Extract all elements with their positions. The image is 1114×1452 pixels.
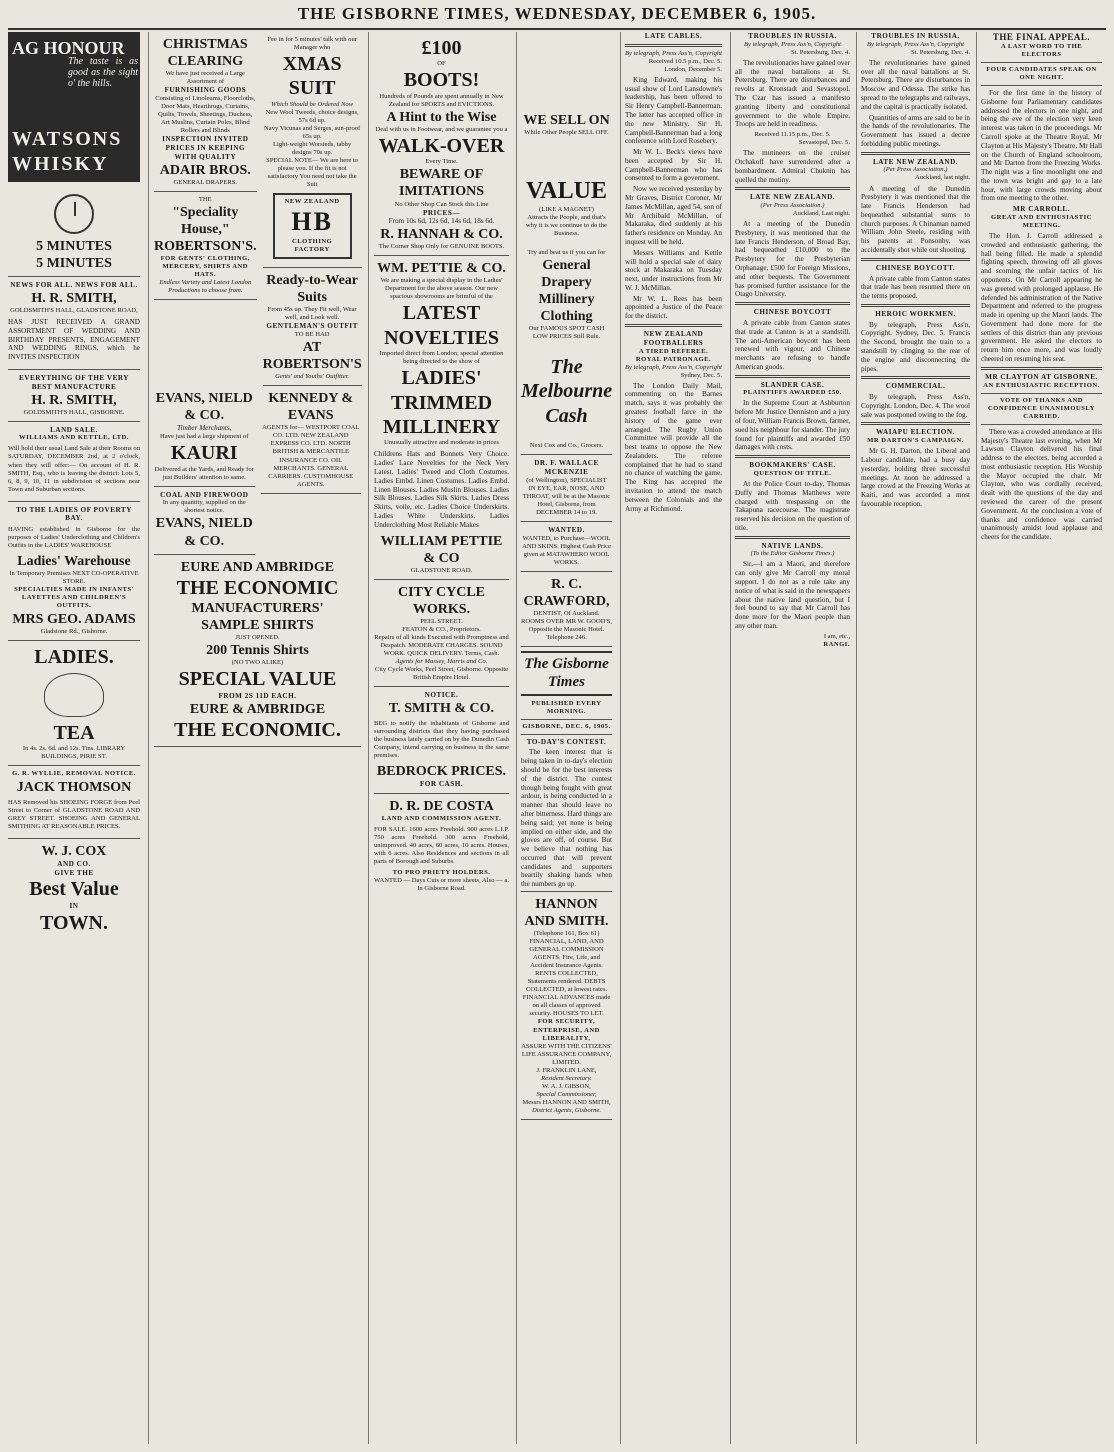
- hb-top: NEW ZEALAND: [284, 198, 340, 206]
- masthead: THE GISBORNE TIMES, WEDNESDAY, DECEMBER 6, 1905.: [297, 4, 817, 23]
- gibson-sub: Special Commissioner,: [536, 1090, 597, 1098]
- security-heading: FOR SECURITY, ENTERPRISE, AND LIBERALITY,: [533, 1018, 600, 1042]
- adair-sub: GENERAL DRAPERS.: [173, 178, 238, 186]
- hannon2-sub: District Agents, Gisborne.: [531, 1106, 602, 1114]
- economic-heading: THE ECONOMIC: [176, 576, 339, 599]
- the-label: The: [550, 355, 583, 378]
- hannon-sub: (Telephone 161, Box 61): [533, 930, 600, 938]
- late-nz-heading: LATE NEW ZEALAND.: [749, 193, 836, 202]
- column-4: [516, 32, 616, 1444]
- thomson-ad: [8, 766, 140, 838]
- at-robertson: AT ROBERTSON'S: [262, 340, 362, 373]
- kennedy-ad: [261, 386, 362, 493]
- tea-text: In 4s. 2s. 6d. and 12s. Tins. LIBRARY BUILDINGS, PIRIE ST.: [22, 745, 126, 761]
- column-3: [368, 32, 514, 1444]
- economic-heading-2: THE ECONOMIC.: [174, 718, 341, 741]
- sample-shirts: SAMPLE SHIRTS: [201, 618, 314, 634]
- russia-text-1: The revolutionaries have gained over all the naval battalions at St. Petersburg. There are disturbances in Moscow and Odessa. The strike has spread to the telegraphs and railways, and the capital is practically isolated.: [861, 58, 970, 111]
- childrens-list: Childrens Hats and Bonnets Very Choice. Ladies' Lace Novelties for the Neck Very Latest. Ladies' Tweed and Cloth Costumes. Ladies Embd. Linen Costumes. Ladies Embd. Linen Blouses. Ladies Muslin Blouses. Ladies Silk Blouses. Ladies Silk Skirts. Ladies Dress Skirts, voile, etc. Ladies Choice Underskirts. Ladies White Underskirts. Ladies Underclothing Most Reliable Makes: [374, 450, 509, 529]
- decosta-text: FOR SALE. 1600 acres Freehold. 900 acres L.I.P. 750 acres Freehold. 300 acres Freehold, unimproved. 40 acres, 60 acres, 10 acres. Houses, with 6 acres. Also Residences and sections in all parts of Borough and Suburbs.: [374, 826, 509, 866]
- boots-text: Hundreds of Pounds are spent annually in New Zealand for SPORTS and EVICTIONS.: [379, 92, 504, 108]
- readytowear-sub: From 45s up. They Fit well, Wear well, and Look well.: [267, 306, 357, 322]
- ladies-title: TO THE LADIES OF POVERTY BAY.: [16, 505, 132, 523]
- late-nz-heading-2: LATE NEW ZEALAND.: [872, 157, 959, 166]
- sevastopol-text: The mutineers on the cruiser Otchakoff have surrendered after a bombardment. Admiral Chuknin has quelled the mutiny.: [735, 149, 850, 184]
- smith-co-text: BEG to notify the inhabitants of Gisborne and surrounding districts that they having purchased the business lately carried on by the Dunedin Cash Company, intend carrying on business in the same premises.: [374, 719, 509, 760]
- column-7: [856, 32, 974, 1444]
- waiapu-heading: WAIAPU ELECTION.: [876, 428, 955, 437]
- minutes-title: 5 MINUTES: [36, 239, 112, 254]
- cox-give: GIVE THE: [54, 868, 94, 877]
- value-ad: [521, 32, 612, 455]
- cycle-name: CITY CYCLE WORKS.: [398, 584, 485, 617]
- minutes-sub: 5 MINUTES: [36, 256, 112, 272]
- tired-referee: A TIRED REFEREE.: [638, 347, 709, 355]
- hint-sub: Deal with us in Footwear, and we guarantee you a: [375, 125, 508, 133]
- special-note: SPECIAL NOTE— We are here to please you. If the fit is not satisfactory You need not take the Suit: [266, 157, 359, 189]
- troubles-received: Received 11.15 p.m., Dec. 5.: [754, 131, 831, 139]
- tweeds: New Wool Tweeds, choice designs, 57s 6d up.: [265, 108, 359, 124]
- worsteds: Light-weight Worsteds, tabby designs 70s up.: [273, 141, 352, 157]
- hb-label: HB: [291, 207, 333, 237]
- adams-sub: Gladstone Rd., Gisborne.: [40, 627, 108, 635]
- famous-prices: Our FAMOUS SPOT CASH LOW PRICES Still Rule.: [528, 324, 605, 340]
- smith-text: HAS JUST RECEIVED A GRAND ASSORTMENT OF WEDDING AND BIRTHDAY PRESENTS, ENGAGEMENT AND WEDDING RINGS, which he INVITES INSPECTION: [8, 318, 140, 362]
- prices-text: From 10s 6d, 12s 6d, 14s 6d, 18s 6d.: [388, 217, 495, 226]
- to-be-had: TO BE HAD: [294, 331, 330, 338]
- hannon2-name: Messrs HANNON AND SMITH,: [522, 1098, 611, 1106]
- robertson-sub: FOR GENTS' CLOTHING, MERCERY, SHIRTS AND HATS.: [160, 254, 250, 278]
- news-heading: NEWS FOR ALL. NEWS FOR ALL.: [10, 281, 138, 290]
- land-title: LAND SALE.: [50, 425, 98, 434]
- land-sale-ad: [8, 422, 140, 502]
- four-candidates: FOUR CANDIDATES SPEAK ON ONE NIGHT.: [986, 66, 1097, 82]
- serges: Navy Vicunas and Serges, sun-proof 65s up.: [264, 124, 361, 140]
- slander-heading: SLANDER CASE.: [760, 380, 825, 389]
- robertson-ad: [154, 192, 257, 300]
- latest-novelties: LATEST NOVELTIES: [384, 302, 499, 349]
- proprietor-notice: TO PRO PRIETY HOLDERS.: [392, 869, 491, 877]
- heroic-text: By telegraph, Press Ass'n, Copyright. Sydney, Dec. 5. Francis the Second, brought the train to a standstill by clinging to the rear of the engine and disconnecting the pipes.: [861, 320, 970, 373]
- pettie-ad: [374, 256, 509, 579]
- cable-london: London, December 5.: [664, 65, 722, 73]
- ladies-text: HAVING established in Gisborne for the purposes of Ladies' Underclothing and Children's Outfits in the LADIES' WAREHOUSE: [8, 526, 140, 550]
- thomson-text: HAS Removed his SHOEING FORGE from Peel Street to Corner of GLADSTONE ROAD AND GREY STREET. SHOEING AND GENERAL SMITHING AT REASONABLE PRICES.: [8, 798, 140, 830]
- kauri-intro: Have just had a large shipment of: [159, 433, 249, 441]
- late-nz-pa-2: (Per Press Association.): [883, 166, 948, 174]
- notice-heading: NOTICE.: [424, 691, 459, 700]
- value-heading: VALUE: [526, 178, 607, 205]
- ladies-heading: LADIES.: [34, 645, 114, 668]
- late-nz-text: At a meeting of the Dunedin Presbytery, it was mentioned that the late Francis Henderson, of Broad Bay, had bequeathed £10,000 to the Presbytery for the Presbyterian Orphanage, £500 for Foreign Missions, and other bequests. The Government has promised further assistance for the Otago University.: [735, 220, 850, 299]
- ladies-warehouse-ad: [8, 502, 140, 641]
- millinery: Millinery: [538, 291, 595, 307]
- hb-logo: [273, 193, 352, 259]
- readytowear-heading: Ready-to-Wear Suits: [266, 273, 359, 306]
- cox-town: TOWN.: [40, 911, 108, 934]
- the-label: THE: [198, 195, 212, 203]
- coal-firewood-ad: [154, 487, 255, 555]
- carroll-heading: MR CARROLL.: [1012, 205, 1070, 214]
- evans-nield-name: EVANS, NIELD & CO.: [155, 391, 253, 424]
- cash: Cash: [545, 404, 588, 427]
- mckenzie-sub: (of Wellington), SPECIALIST: [526, 476, 607, 484]
- hannah-sub: The Corner Shop Only for GENUINE BOOTS.: [378, 243, 505, 251]
- no-two-alike: (NO TWO ALIKE): [231, 659, 284, 667]
- christmas-ad: [154, 32, 257, 192]
- of-label: OF: [437, 60, 446, 68]
- late-nz-date-2: Auckland, last night.: [915, 174, 970, 182]
- manufacturers: MANUFACTURERS': [191, 601, 324, 617]
- special-value: SPECIAL VALUE: [178, 668, 337, 691]
- vote-of-thanks: VOTE OF THANKS AND CONFIDENCE UNANIMOUSLY CARRIED.: [988, 396, 1095, 420]
- commercial-text: By telegraph, Press Ass'n, Copyright. London, Dec. 4. The wool sale was postponed owing to the fog.: [861, 393, 970, 419]
- troubles-text: The revolutionaries have gained over all the naval battalions at St. Petersburg. There are disturbances and revolts at Kronstadt and Sevastopol. The Czar has issued a manifesto granting liberty and constitutional government to the whole Empire. Troops are held in readiness.: [735, 58, 850, 129]
- citizens-text: ASSURE WITH THE CITIZENS' LIFE ASSURANCE COMPANY, LIMITED.: [521, 1042, 612, 1066]
- cox-name: W. J. COX: [41, 843, 107, 859]
- native-heading: NATIVE LANDS.: [761, 541, 824, 550]
- kennedy-name: KENNEDY & EVANS: [268, 391, 354, 424]
- column-6: [730, 32, 854, 1444]
- commercial-heading: COMMERCIAL.: [885, 382, 946, 391]
- whisky-brand: WATSONS WHISKY: [12, 128, 123, 175]
- cable-byline: By telegraph, Press Ass'n, Copyright: [625, 49, 723, 57]
- xmas-sub: Which Should be Ordered Now: [271, 100, 354, 108]
- from-price: FROM 2S 11D EACH.: [218, 691, 297, 700]
- contest-text: The keen interest that is being taken in to-day's election should be for the best interests of the district. The contest though being fought with great ardour, is being conducted in a manner that should leave no after bitterness. Hard things are being said; yet none is being implied on either side, and the gloves are off, of course. But we believe that nothing has occurred that will prevent candidates and supporters heartily shaking hands when the numbers go up.: [521, 748, 612, 889]
- late-nz-date: Auckland, Last night.: [792, 210, 850, 218]
- royal-patronage: ROYAL PATRONAGE.: [635, 355, 712, 363]
- smith-co-name: T. SMITH & CO.: [388, 700, 495, 716]
- hannon-text: FINANCIAL, LAND, AND GENERAL COMMISSION AGENTS. Fire, Life, and Accident Insurance Agents. RENTS COLLECTED, Statements rendered. DEBTS COLLECTED, at lowest rates. FINANCIAL ADVANCES made on all classes of approved security. HOUSES TO LET.: [522, 938, 611, 1018]
- wanted-heading: WANTED.: [548, 525, 585, 534]
- ladies-trimmed: LADIES' TRIMMED MILLINERY: [382, 367, 501, 439]
- mckenzie-name: DR. F. WALLACE MCKENZIE: [534, 459, 599, 476]
- kauri-heading: KAURI: [170, 442, 238, 465]
- native-sub: (To the Editor Gisborne Times.): [750, 550, 835, 558]
- kauri-text: Delivered at the Yards, and Ready for just Builders' attention to same.: [154, 465, 254, 481]
- pettie-text: We are making a special display in the Ladies' Department for the above season. Our new spacious showrooms are brimful of the: [380, 277, 503, 301]
- russia-heading: TROUBLES IN RUSSIA.: [871, 32, 960, 40]
- boots-ad: [374, 32, 509, 256]
- value-text: Attracts the People, and that's why it is we continue to do the Business.: [525, 214, 608, 238]
- beware-sub: No Other Shop Can Stock this Line: [394, 200, 489, 208]
- hb-bottom: CLOTHING FACTORY: [292, 237, 333, 253]
- clayton-heading: MR CLAYTON AT GISBORNE.: [985, 372, 1098, 381]
- tennis-shirts: 200 Tennis Shirts: [206, 643, 309, 659]
- smith2-text: EVERYTHING OF THE VERY BEST MANUFACTURE: [18, 373, 129, 391]
- cox-in: IN: [69, 901, 79, 910]
- removal-notice: G. R. WYLLIE, REMOVAL NOTICE.: [12, 770, 136, 778]
- land-text: Will hold their usual Land Sale at their Rooms on SATURDAY, DECEMBER 2nd, at 2 o'clock, when they will offer:— On account of H. R. SMITH, Esq., who is leaving the district: Lots 5, 6, 8, 9, 10, 11 in subdivision of sections near Town and Suburban sections.: [8, 445, 140, 493]
- crawford-sub: DENTIST, Of Auckland.: [533, 609, 600, 617]
- gents-outfitter: Gents' and Youths' Outfitter.: [275, 373, 350, 381]
- smith2-ad: [8, 370, 140, 422]
- cox-best: Best Value: [29, 878, 119, 901]
- crawford-text: ROOMS OVER MR W. GOOD'S, Opposite the Masonic Hotel. Telephone 246.: [521, 617, 612, 641]
- hannon-ad: [521, 891, 612, 1120]
- ladies-ad: [8, 641, 140, 767]
- native-signature: RANGI.: [823, 640, 850, 648]
- minutes-ad: [8, 186, 140, 277]
- final-appeal-heading: THE FINAL APPEAL.: [992, 32, 1091, 42]
- footballers-heading: NEW ZEALAND FOOTBALLERS: [643, 329, 704, 347]
- smith-name: H. R. SMITH,: [31, 290, 117, 306]
- bookmakers-text: At the Police Court to-day, Thomas Duffy and Thomas Matthews were charged with trespassing on the Takapuna racecourse. The magistrate reserved his decision on the question of title.: [735, 479, 850, 532]
- troubles-date: St. Petersburg, Dec. 4.: [790, 48, 850, 56]
- warehouse-name: Ladies' Warehouse: [17, 554, 131, 570]
- beware-heading: BEWARE OF IMITATIONS: [398, 167, 485, 200]
- mckenzie-text: IN EYE, EAR, NOSE, AND THROAT, will be at the Masonic Hotel, Gisborne, from DECEMBER 14 to 19.: [522, 484, 611, 516]
- millinery-sub: Unusually attractive and moderate in prices: [384, 439, 499, 447]
- coal-heading: COAL AND FIREWOOD: [160, 490, 249, 499]
- just-opened: JUST OPENED.: [235, 634, 280, 642]
- pettie2-sub: GLADSTONE ROAD.: [410, 566, 473, 574]
- for-cash: FOR CASH.: [419, 780, 464, 789]
- whisky-slogan: The taste is as good as the sight o' the hills.: [68, 56, 138, 89]
- decosta-name: D. R. DE COSTA: [389, 798, 494, 814]
- late-cables-heading: LATE CABLES.: [644, 32, 703, 40]
- hannon-name: HANNON AND SMITH.: [524, 896, 609, 930]
- column-2: [148, 32, 366, 1444]
- last-word: A LAST WORD TO THE ELECTORS: [1000, 42, 1083, 58]
- native-text: Sir,—I am a Maori, and therefore can only give Mr Carroll my moral support. I do not as a rule take any notice of what is said in the newspapers about the native land question, but I feel bound to say that Mr Carroll has done more for the Maori people than any other man.: [735, 560, 850, 630]
- crest-icon: [44, 673, 104, 717]
- economic-ad: [154, 555, 361, 747]
- column-8: [976, 32, 1106, 1444]
- slander-sub: PLAINTIFFS AWARDED £50.: [743, 389, 842, 397]
- clayton-sub: AN ENTHUSIASTIC RECEPTION.: [983, 381, 1100, 389]
- cable-text-2: Mr W. L. Beck's views have been accepted by Sir H. Campbell-Bannerman who has consented to form a government.: [625, 148, 722, 183]
- thomson-name: JACK THOMSON: [16, 779, 132, 795]
- melbourne: Melbourne: [521, 380, 613, 403]
- land-sub: WILLIAMS AND KETTLE, LTD.: [19, 434, 129, 442]
- readytowear-ad: [263, 268, 362, 386]
- troubles-byline: By telegraph, Press Ass'n, Copyright: [743, 40, 841, 48]
- crawford-ad: [521, 572, 612, 647]
- xmas-intro: Fee in for 5 minutes' talk with our Manager who: [267, 36, 357, 52]
- hannah-name: R. HANNAH & CO.: [380, 227, 503, 243]
- late-nz-text-2: A meeting of the Dunedin Presbytery it was mentioned that the late Francis Henderson had bequeathed substantial sums to church purposes. A Chinaman named William John Steele, residing with his parents at Ponsonby, was accidentally shot while out shooting.: [861, 184, 970, 254]
- clothing: Clothing: [540, 308, 593, 324]
- boycott-heading: CHINESE BOYCOTT: [753, 308, 832, 317]
- sell-on: WE SELL ON: [523, 113, 610, 128]
- pettie2-name: WILLIAM PETTIE & CO: [380, 533, 503, 566]
- clearing-heading: CLEARING: [167, 54, 244, 70]
- evans-nield-name-2: EVANS, NIELD & CO.: [155, 516, 253, 549]
- robertson-text: Endless Variety and Latest London Productions to choose from.: [159, 278, 252, 294]
- hint-heading: A Hint to the Wise: [386, 109, 497, 125]
- cable-text-5: Mr W. L. Rees has been appointed a Justice of the Peace for the district.: [625, 294, 722, 321]
- christmas-heading: CHRISTMAS: [162, 37, 248, 52]
- latest-sub: Imported direct from London, special attention being directed to the show of: [379, 350, 504, 366]
- value-sub: (LIKE A MAGNET): [539, 206, 594, 214]
- whisky-top: AG HONOUR: [12, 38, 125, 58]
- bookmakers-sub: QUESTION OF TITLE.: [753, 469, 832, 477]
- evans-nield-ad: [154, 386, 255, 486]
- cable-received: Received 10.5 p.m., Dec. 5.: [648, 57, 722, 65]
- newspaper-title: The Gisborne Times: [521, 651, 612, 696]
- russia-date: St. Petersburg, Dec. 4.: [910, 48, 970, 56]
- wanted-text: WANTED, to Purchase—WOOL AND SKINS. Highest Cash Price given at MATAWHERO WOOL WORKS.: [522, 534, 611, 566]
- carroll-text: The Hon. J. Carroll addressed a crowded and enthusiastic gathering, the hall being filled. He made a splendid fighting speech, throwing off all gloves and scorning the unfair tactics of his opponents. On Mr Carroll appearing he was greeted with prolonged applause. He defended his administration of the Native Department and referred to the progress made in opening up the Maori lands. The Government had done more for the settlers of this district than any previous government. He asked the electors to return him once more, and was loudly cheered on resuming his seat.: [981, 232, 1102, 364]
- cycle-ad: [374, 580, 509, 687]
- inspection-invited: INSPECTION INVITED: [162, 135, 249, 144]
- russia-text-2: Quantities of arms are said to be in the hands of the revolutionaries. The Government has issued a decree forbidding public meetings.: [861, 113, 970, 148]
- cable-text-4: Messrs Williams and Kettle will hold a special sale of dairy stock at Makaraka on Tuesday next, under instructions from Mr W. J. McMillan.: [625, 248, 722, 292]
- timber-merchants: Timber Merchants,: [177, 424, 232, 433]
- prices-title: PRICES—: [422, 208, 461, 217]
- cycle-names: FEATON & CO., Proprietors.: [402, 625, 481, 633]
- clayton-text: There was a crowded attendance at His Majesty's Theatre last evening, when Mr Lawson Clayton delivered his final address to the electors, being accorded a most enthusiastic reception. His Worship the Mayor occupied the chair. Mr Clayton, who was cordially received, dealt with the questions of the day and reviewed the career of the present Government. At the conclusion a vote of thanks and confidence was carried unanimously amidst loud applause and cheers for the candidate.: [981, 427, 1102, 542]
- contest-heading: TO-DAY'S CONTEST.: [526, 737, 607, 746]
- cycle-agents: Agents for Massey, Harris and Co.: [395, 658, 488, 666]
- furnishing-intro: We have just received a Large Assortment of: [165, 70, 245, 86]
- final-text: For the first time in the history of Gisborne four Parliamentary candidates addressed the electors in one night, and being the eve of the election very keen interest was taken in the proceedings. Mr Carroll spoke at the Theatre Royal, Mr Clayton at His Majesty's Theatre, Mr Hall on the Church of England schoolroom, and Mr Darton from the Freezing Works. The night was a fine moonlight one and the town was bright and gay to a late hour, with large crowds moving about from one meeting to the other.: [981, 89, 1102, 203]
- boycott-text-2: A private cable from Canton states that trade has been resumed there on the terms proposed.: [861, 274, 970, 301]
- furnishing-list: Consisting of Linoleums, Floorcloths, Door Mats, Hearthrugs, Curtains, Quilts, Towels, Sheetings, Duchess, Art Muslins, Curtain Poles, Blind Rollers and Blinds: [155, 95, 256, 135]
- eure-name: EURE AND AMBRIDGE: [180, 559, 335, 575]
- xmas-suit-ad: [263, 32, 362, 268]
- whisky-advertisement: [8, 32, 140, 182]
- decosta-sub: LAND AND COMMISSION AGENT.: [381, 815, 502, 823]
- masthead-rule: [8, 28, 1106, 30]
- cable-text-3: Now we received yesterday by Mr Graves, District Coroner, Mr James McMillan, aged 54, son of Mr Archibald McMillan, of Makaraka, died suddenly at his father's residence on Monday. An inquest will be held.: [625, 185, 722, 246]
- published: PUBLISHED EVERY MORNING.: [531, 699, 602, 715]
- furnishing-heading: FURNISHING GOODS: [164, 86, 247, 95]
- boots-heading: BOOTS!: [403, 69, 480, 92]
- warehouse-sub: In Temporary Premises NEXT CO-OPERATIVE STORE.: [9, 570, 139, 586]
- mckenzie-ad: [521, 455, 612, 522]
- cox-sub: AND CO.: [57, 859, 91, 868]
- pettie-name: WM. PETTIE & CO.: [377, 261, 506, 277]
- clock-icon: [54, 194, 94, 234]
- bedrock-prices: BEDROCK PRICES.: [376, 764, 507, 780]
- coal-sub: In any quantity, supplied on the shortest notice.: [162, 499, 246, 515]
- smith-address: GOLDSMITH'S HALL, GLADSTONE ROAD,: [10, 307, 138, 315]
- footballers-date: Sydney, Dec. 5.: [680, 371, 722, 379]
- prices-quality: PRICES IN KEEPING WITH QUALITY: [165, 143, 246, 161]
- cox-ad: [8, 839, 140, 939]
- cycle-sub: PEEL STREET.: [420, 617, 463, 625]
- sevastopol-date: Sevastopol, Dec. 5.: [798, 139, 850, 147]
- notice-ad: [374, 687, 509, 794]
- carroll-sub: GREAT AND ENTHUSIASTIC MEETING.: [991, 214, 1092, 230]
- lane-name: J. FRANKLIN LANE,: [536, 1066, 597, 1074]
- waiapu-sub: MR DARTON'S CAMPAIGN.: [867, 437, 964, 445]
- gibson-name: W. A. J. GIBSON,: [542, 1082, 591, 1090]
- kennedy-text: AGENTS for— WESTPORT COAL CO. LTD. NEW ZEALAND EXPRESS CO. LTD. NORTH BRITISH & MERCANTILE INSURANCE CO. OIL MERCHANTS. GENERAL CARRIERS. CUSTOMHOUSE AGENTS.: [262, 424, 360, 488]
- sell-sub: While Other People SELL OFF.: [524, 129, 609, 137]
- smith-ad: [8, 277, 140, 370]
- footballers-byline: By telegraph, Press Ass'n, Copyright: [625, 363, 723, 371]
- try-text: Try and beat us if you can for: [527, 248, 606, 256]
- cable-text-1: King Edward, making his usual show of Lord Lansdowne's leadership, has been offered to Sir Henry Campbell-Bannerman. The latter has accepted office in the new Ministry. Sir H. Campbell-Bannerman had a long conference with Lord Rosebery.: [625, 75, 722, 146]
- boycott-text: A private cable from Canton states that trade at Canton is at a standstill. The anti-American boycott has been renewed with vigour, and Chinese merchants are refusing to handle American goods.: [735, 318, 850, 371]
- column-5: [620, 32, 726, 1444]
- lane-sub: Resident Secretary.: [541, 1074, 592, 1082]
- native-signed: I am, etc.,: [823, 632, 850, 640]
- date-line: GISBORNE, DEC. 6, 1905.: [522, 722, 611, 730]
- cycle-text: Repairs of all kinds Executed with Promptness and Despatch. MODERATE CHARGES. SOUND WORK. QUICK DELIVERY. Terms, Cash.: [374, 633, 509, 657]
- troubles-heading: TROUBLES IN RUSSIA.: [748, 32, 837, 40]
- crawford-name: R. C. CRAWFORD,: [523, 576, 610, 609]
- waiapu-text: Mr G. H. Darton, the Liberal and Labour candidate, had a busy day yesterday, holding three successful meetings. At noon he addressed a large crowd at the Freezing Works at Kaiti, and was accorded a most favourable reception.: [861, 447, 970, 508]
- walkover-heading: WALK-OVER: [378, 134, 505, 157]
- late-nz-pa: (Per Press Association.): [760, 202, 825, 210]
- bookmakers-heading: BOOKMAKERS' CASE.: [749, 461, 836, 470]
- column-1: [8, 32, 144, 1444]
- robertson-name: ROBERTSON'S.: [154, 238, 257, 254]
- eure-name-2: EURE & AMBRIDGE: [189, 701, 326, 717]
- gentleman-outfit: GENTLEMAN'S OUTFIT: [266, 322, 358, 331]
- decosta-ad: [374, 794, 509, 897]
- pounds: £100: [421, 37, 462, 59]
- adair-name: ADAIR BROS.: [159, 162, 251, 178]
- wanted-ad: [521, 522, 612, 572]
- proprietor-text: WANTED — Days Cuts or more sheets, Also — a. In Gisborne Road.: [374, 877, 509, 893]
- smith2-address: GOLDSMITH'S HALL, GISBORNE.: [23, 408, 125, 416]
- general-drapery: General Drapery: [541, 257, 592, 290]
- russia-byline: By telegraph, Press Ass'n, Copyright: [866, 40, 964, 48]
- slander-text: In the Supreme Court at Ashburton before Mr Justice Denniston and a jury of four, William Francis Brown, farmer, sued his neighbour for slander. The jury found for plaintiffs and awarded £50 damages with costs.: [735, 399, 850, 452]
- heroic-heading: HEROIC WORKMEN.: [875, 309, 956, 318]
- cash-sub: Next Cox and Co., Grocers.: [529, 442, 604, 450]
- specialities: SPECIALTIES MADE IN INFANTS' LAYETTES AND CHILDREN'S OUTFITS.: [14, 586, 134, 610]
- smith2-name: H. R. SMITH,: [31, 392, 117, 408]
- cycle-address: City Cycle Works, Peel Street, Gisborne. Opposite British Empire Hotel.: [374, 666, 509, 682]
- speciality-heading: "Speciality House,": [172, 204, 239, 237]
- walkover-sub: Every Time.: [425, 158, 458, 166]
- xmas-suit-heading: XMAS SUIT: [282, 53, 342, 100]
- footballers-text: The London Daily Mail, commenting on the Barnes match, says it was probably the greatest football farce in the history of the game ever arranged. The Rugby Union Committee will provide all the best teams to oppose the New Zealanders. The referee complained that he had to stand no chance of watching the game. The King has accepted the invitation to attend the match between the Colonials and the Army at Richmond.: [625, 381, 722, 513]
- boycott-heading-2: CHINESE BOYCOTT.: [875, 263, 956, 272]
- adams-name: MRS GEO. ADAMS: [12, 611, 136, 627]
- tea-heading: TEA: [53, 722, 95, 745]
